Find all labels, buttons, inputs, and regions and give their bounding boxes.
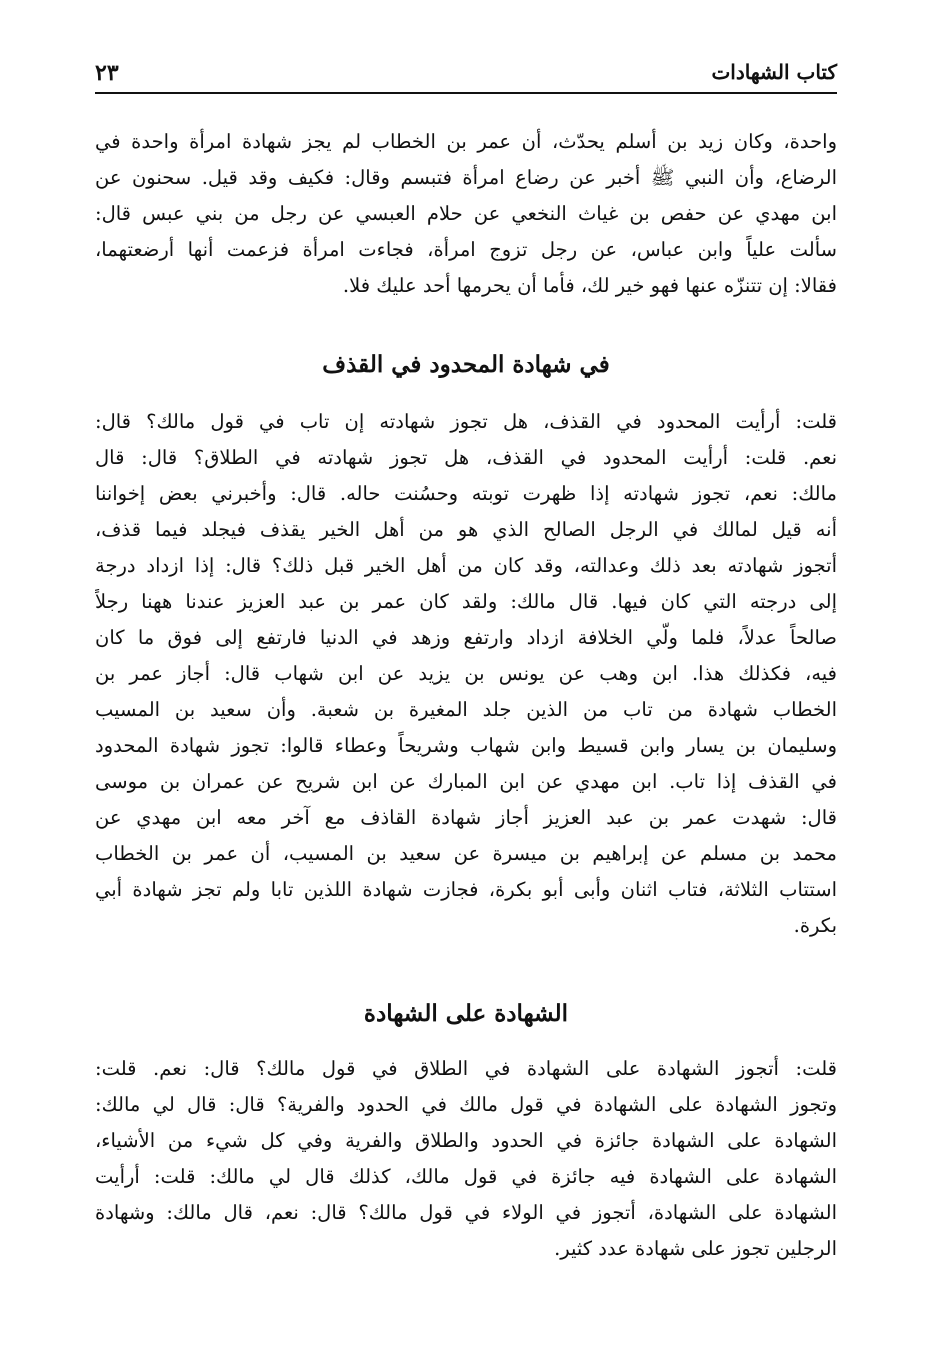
page-header [95, 58, 837, 94]
text-line: صالحاً عدلاً، فلما ولّي الخلافة ازداد وارتفع وزهد في الدنيا فارتفع إلى فوق ما كان [95, 626, 837, 649]
text-line: أنه قيل لمالك في الرجل الصالح الذي هو من أهل الخير يقذف فيجلد فيما قذف، [95, 518, 837, 541]
text-line: نعم. قلت: أرأيت المحدود في القذف، هل تجوز شهادته في الطلاق؟ قال: قال [95, 446, 837, 469]
text-line: فقالا: إن تتنزّه عنها فهو خير لك، فأما أن يحرمها أحد عليك فلا. [342, 274, 837, 297]
text-line: الرجلين تجوز على شهادة عدد كثير. [554, 1237, 837, 1260]
text-line: إلى درجته التي كان فيها. قال مالك: ولقد كان عمر بن عبد العزيز عندنا ههنا رجلاً [95, 590, 837, 613]
text-line: قال: شهدت عمر بن عبد العزيز أجاز شهادة القاذف مع آخر معه ابن مهدي عن [95, 806, 837, 829]
text-line: الشهادة على الشهادة جائزة في الحدود والطلاق والفرية وفي كل شيء من الأشياء، [95, 1129, 837, 1152]
text-line: الرضاع، وأن النبي ﷺ أخبر عن رضاع امرأة فتبسم وقال: فكيف وقد قيل. سحنون عن [95, 166, 837, 189]
text-line: وتجوز الشهادة على الشهادة في قول مالك في الحدود والفرية؟ قال: قال لي مالك: [95, 1093, 837, 1116]
paragraph-3 [95, 1051, 837, 1267]
text-line: فيه، فكذلك هذا. ابن وهب عن يونس بن يزيد عن ابن شهاب قال: أجاز عمر بن [95, 662, 837, 685]
text-line: مالك: نعم، تجوز شهادته إذا ظهرت توبته وحسُنت حاله. قال: وأخبرني بعض إخواننا [95, 482, 837, 505]
text-line: الشهادة على الشهادة، أتجوز في الولاء في قول مالك؟ قال: نعم، قال مالك: وشهادة [95, 1201, 837, 1224]
text-line: استتاب الثلاثة، فتاب اثنان وأبى أبو بكرة، فجازت شهادة اللذين تابا ولم تجز شهادة أبي [95, 878, 837, 901]
section-heading-qadhf: في شهادة المحدود في القذف [322, 351, 610, 378]
text-line: بكرة. [793, 914, 837, 937]
paragraph-2 [95, 404, 837, 944]
page-number: ٢٣ [95, 60, 119, 86]
text-line: في القذف إذا تاب. ابن مهدي عن ابن المبارك عن ابن شريح عن عمران بن موسى [95, 770, 837, 793]
text-line: قلت: أرأيت المحدود في القذف، هل تجوز شهادته إن تاب في قول مالك؟ قال: [95, 410, 837, 433]
text-line: الخطاب شهادة من تاب من الذين جلد المغيرة بن شعبة. وأن سعيد بن المسيب [95, 698, 837, 721]
paragraph-1 [95, 124, 837, 304]
text-line: ابن مهدي عن حفص بن غياث النخعي عن حلام العبسي عن رجل من بني عبس قال: [95, 202, 837, 225]
text-line: وسليمان بن يسار وابن قسيط وابن شهاب وشريحاً وعطاء قالوا: تجوز شهادة المحدود [95, 734, 837, 757]
text-line: واحدة، وكان زيد بن أسلم يحدّث، أن عمر بن الخطاب لم يجز شهادة امرأة واحدة في [95, 130, 837, 153]
text-line: قلت: أتجوز الشهادة على الشهادة في الطلاق في قول مالك؟ قال: نعم. قلت: [95, 1057, 837, 1080]
section-heading-shahada: الشهادة على الشهادة [363, 1000, 569, 1027]
text-line: محمد بن مسلم عن إبراهيم بن ميسرة عن سعيد بن المسيب، أن عمر بن الخطاب [95, 842, 837, 865]
text-line: الشهادة على الشهادة فيه جائزة في قول مالك، كذلك قال لي مالك: قلت: أرأيت [95, 1165, 837, 1188]
text-line: أتجوز شهادته بعد ذلك وعدالته، وقد كان من أهل الخير قبل ذلك؟ قال: إذا ازداد درجة [95, 554, 837, 577]
running-title: كتاب الشهادات [711, 60, 837, 84]
text-line: سألت علياً وابن عباس، عن رجل تزوج امرأة، فجاءت امرأة فزعمت أنها أرضعتهما، [95, 238, 837, 261]
